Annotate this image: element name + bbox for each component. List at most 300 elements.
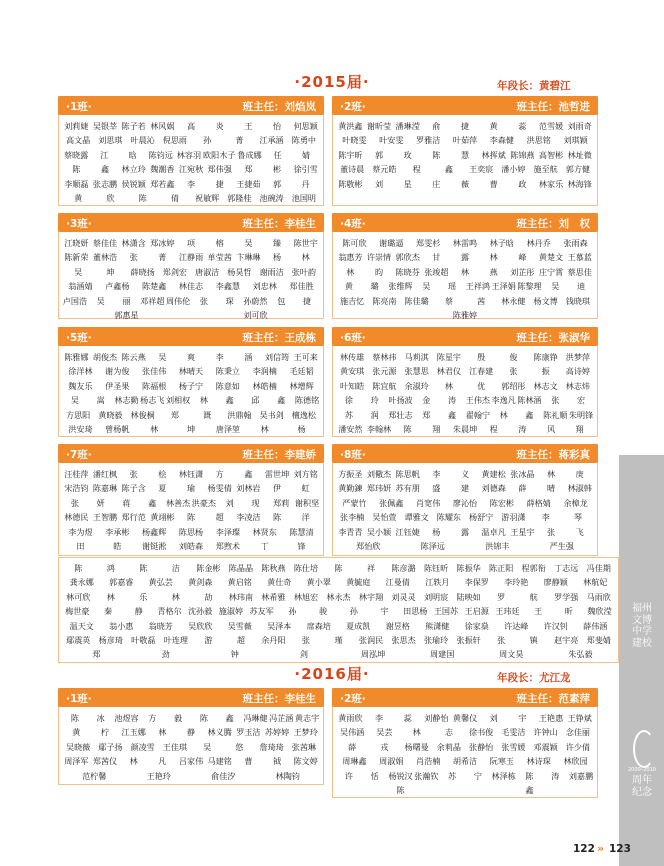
name-row [62, 740, 320, 754]
student-name: 程 [489, 423, 498, 434]
student-name: 婧 [301, 149, 310, 160]
student-name: 恬 [370, 770, 379, 781]
student-name: 蔡晓露 [63, 149, 89, 160]
name-row [336, 525, 594, 539]
student-name: 捷 [215, 178, 224, 189]
student-name: 鑫 [525, 409, 534, 420]
student-name: 吴欣欣 [188, 620, 213, 631]
student-name: 陈宇昕 [338, 149, 363, 160]
student-name: 薛伟涵 [583, 620, 608, 631]
student-name: 苏婷婷 [264, 727, 290, 738]
class-label: ·6班· [340, 332, 366, 344]
student-name: 吴书剑 [259, 409, 284, 420]
student-name: 薛晓扬 [130, 266, 155, 277]
student-name: 瑜 [186, 483, 196, 494]
student-name: 王星宇 [510, 526, 535, 537]
student-name: 张佩鑫 [379, 497, 404, 508]
class-label: ·8班· [340, 449, 366, 461]
student-name: 陈德铭 [294, 395, 320, 406]
student-name: 陈世宇 [293, 238, 318, 248]
student-name: 林永杰 [326, 591, 351, 602]
student-name: 魏欣滢 [587, 606, 612, 617]
student-name: 王艳惠 [538, 713, 564, 723]
student-name: 池碗涛 [259, 192, 284, 203]
student-name: 静 [186, 727, 196, 738]
student-name: 林德民 [64, 512, 89, 523]
student-name: 陈钰昕 [423, 563, 449, 573]
student-name: 廖静颖 [543, 577, 568, 588]
student-name: 刘莉婕 [64, 121, 89, 131]
student-name: 王启源 [464, 606, 489, 617]
student-name: 王梦玲 [293, 727, 318, 738]
student-name: 李 [215, 352, 224, 362]
student-name: 陈泽远 [420, 540, 445, 551]
student-name: 詹琦琦 [259, 741, 284, 752]
student-name: 张维辉 [388, 281, 413, 292]
name-row [62, 510, 320, 524]
student-name: 峰 [518, 252, 527, 263]
student-name: 伊圣果 [105, 380, 130, 391]
student-name: 游 [204, 634, 213, 645]
student-name: 洪思铭 [526, 135, 551, 146]
student-name: 李泽璨 [215, 526, 241, 537]
student-name: 陈晓芬 [395, 266, 420, 277]
student-name: 吴雪薇 [227, 620, 252, 631]
student-name: 骏 [319, 606, 328, 617]
class-teacher: 班主任：范素萍 [516, 693, 590, 705]
student-name: 林家乐 [538, 178, 564, 189]
student-name: 劲 [161, 649, 170, 660]
name-row [336, 539, 594, 553]
student-name: 林 [412, 727, 421, 738]
student-name: 罗玉洁 [236, 727, 261, 738]
name-row [62, 133, 320, 147]
student-name: 林永健 [501, 295, 526, 306]
student-name: 吴泽本 [267, 620, 292, 631]
student-name: 晴 [546, 483, 556, 494]
student-name: 郑 [170, 409, 179, 420]
name-row [62, 294, 320, 308]
student-name: 杨曙曼 [404, 741, 429, 752]
student-name: 林晴天 [178, 366, 204, 377]
student-name: 肖宽伟 [416, 497, 441, 508]
student-name: 陈云燕 [121, 352, 146, 362]
student-name: 冰 [96, 713, 105, 723]
student-name: 林陶钧 [275, 770, 300, 781]
student-name: 陈意如 [215, 380, 241, 391]
student-name: 宏 [577, 395, 586, 406]
name-row [62, 250, 320, 264]
year-title-2016: ·2016届· [294, 665, 370, 683]
student-name: 王捷茹 [236, 178, 261, 189]
student-name: 施至航 [533, 164, 558, 175]
student-name: 严生强 [549, 540, 574, 551]
student-name: 蔡 [444, 295, 453, 306]
student-name: 涛 [518, 423, 527, 434]
student-name: 陈耀东 [436, 512, 462, 523]
student-name: 宋浩钧 [64, 483, 89, 494]
class-label: ·3班· [66, 218, 92, 230]
student-name: 周文昊 [499, 649, 524, 660]
sidebar-school: 福州文博中学建校 [632, 603, 652, 649]
name-row [62, 191, 320, 205]
student-name: 郑 [244, 164, 253, 175]
class-header [332, 96, 598, 115]
student-name: 杨文博 [533, 295, 558, 306]
name-row [62, 711, 320, 725]
student-name: 倪思雨 [162, 135, 188, 146]
student-name: 戎 [380, 741, 389, 752]
name-row [336, 711, 594, 725]
student-name: 杨彦琦 [98, 634, 123, 645]
student-name: 丁志远 [554, 563, 579, 573]
student-name: 方 [215, 469, 224, 479]
student-name: 菁 [158, 252, 167, 263]
student-name: 宇 [380, 606, 389, 617]
name-row [336, 379, 594, 393]
page-number-right: 123 [609, 843, 631, 855]
name-row [62, 496, 320, 510]
student-name: 黄 [344, 281, 353, 292]
student-name: 郑 [422, 409, 431, 420]
student-name: 刘芷彤 [510, 266, 535, 277]
name-row [62, 364, 320, 378]
student-name: 夏 [158, 483, 167, 494]
student-name: 林佳志 [178, 281, 204, 292]
student-name: 殷 [477, 352, 486, 362]
student-name: 张志鹏 [92, 178, 118, 189]
student-name: 侯锐颖 [121, 178, 146, 189]
student-name: 王铮斌 [567, 713, 592, 723]
name-row [62, 604, 615, 618]
student-name: 丽 [122, 295, 131, 306]
student-name: 刘方铭 [293, 469, 318, 479]
student-name: 谢昱格 [385, 620, 410, 631]
student-name: 鲁成娜 [237, 149, 262, 160]
student-name: 胡俊杰 [92, 352, 118, 362]
student-name: 林风娲 [150, 121, 175, 131]
student-name: 涛 [448, 395, 457, 406]
student-name: 陈康铮 [533, 352, 558, 362]
student-name: 吴芸 [376, 727, 393, 738]
student-name: 郑莉 [273, 497, 290, 508]
student-name: 鑫 [244, 469, 253, 479]
student-name: 琴 [573, 512, 582, 523]
student-name: 丁 [260, 540, 269, 551]
name-row [336, 294, 594, 308]
student-name: 孙蔚然 [243, 295, 268, 306]
student-name: 刘忠林 [252, 281, 277, 292]
student-name: 项 [186, 238, 196, 248]
student-name: 超 [215, 512, 224, 523]
student-name: 张瑜玲 [423, 634, 449, 645]
student-name: 郑 [92, 649, 101, 660]
student-name: 林 [171, 591, 180, 602]
name-row [336, 250, 594, 264]
name-row [62, 575, 615, 589]
student-name: 陈黎理 [517, 281, 542, 292]
class-name-list [62, 236, 320, 322]
student-name: 吴 [422, 281, 431, 292]
student-name: 钟 [230, 649, 239, 660]
student-name: 鄢子扬 [98, 741, 123, 752]
student-name: 李森健 [489, 135, 515, 146]
student-name: 邓震颖 [533, 741, 558, 752]
student-name: 黄勤鍊 [338, 483, 363, 494]
student-name: 露 [460, 252, 470, 263]
student-name: 陈 [72, 164, 81, 175]
student-name: 劼 [204, 591, 213, 602]
name-row [62, 769, 320, 783]
student-name: 钱晓琪 [565, 295, 591, 306]
student-name: 廖沁怡 [452, 497, 478, 508]
class-teacher: 班主任：张淑华 [516, 332, 590, 344]
student-name: 谢昕莹 [366, 121, 392, 131]
unassigned-name-list [58, 557, 619, 663]
student-name: 鑫 [225, 713, 234, 723]
student-name: 陈彦潞 [391, 563, 416, 573]
name-row [336, 510, 594, 524]
student-name: 涛 [551, 770, 560, 781]
student-name: 陈星宇 [436, 352, 462, 362]
student-name: 肖浩楠 [416, 756, 441, 767]
student-name: 张竣超 [424, 266, 449, 277]
student-name: 林 [158, 727, 167, 738]
student-name: 杨 [432, 526, 441, 537]
student-name: 邓祥超 [140, 295, 165, 306]
student-name: 林 [346, 266, 355, 277]
student-name: 瑶 [448, 281, 457, 292]
student-name: 陈 [186, 512, 196, 523]
student-name: 陈金彬 [196, 563, 221, 573]
student-name: 林 [150, 423, 159, 434]
student-name: 风 [546, 423, 556, 434]
student-name: 洪豪杰 [191, 497, 217, 508]
page-separator-icon: » [597, 842, 605, 855]
student-name: 志 [444, 727, 453, 738]
student-name: 吴晓薇 [65, 741, 91, 752]
student-name: 郑茜仪 [92, 756, 118, 767]
class-label: ·7班· [66, 449, 92, 461]
student-name: 乐 [139, 591, 148, 602]
student-name: 陈雅婷 [452, 309, 478, 320]
student-name: 林立玲 [121, 164, 146, 175]
student-name: 张 [70, 497, 79, 508]
student-name: 翔 [575, 423, 584, 434]
student-name: 张元源 [372, 366, 397, 377]
student-name: 妍 [96, 497, 105, 508]
student-name: 程郭衔 [521, 563, 546, 573]
student-name: 徐 [344, 395, 353, 406]
student-name: 翁惠芳 [338, 252, 363, 263]
student-name: 臻 [272, 238, 282, 248]
student-name: 鸿 [106, 563, 115, 573]
student-name: 陈仕培 [293, 563, 319, 573]
student-name: 陈 [74, 563, 83, 573]
student-name: 王祥鸿 [465, 281, 491, 292]
student-name: 胡希洁 [452, 756, 478, 767]
student-name: 青格尔 [157, 606, 182, 617]
student-name: 鑫 [148, 497, 157, 508]
class-card [332, 96, 598, 206]
student-name: 蔡佳佳 [92, 238, 118, 248]
student-name: 翟翰宁 [465, 409, 491, 420]
student-name: 池煜容 [114, 713, 139, 723]
class-card [58, 327, 324, 437]
class-label: ·2班· [340, 101, 366, 113]
name-row [62, 393, 320, 407]
student-name: 陈 [403, 423, 412, 434]
student-name: 宁 [473, 770, 482, 781]
student-name: 张 [199, 295, 208, 306]
student-name: 陈勇中 [291, 135, 317, 146]
student-name: 祝敏辉 [194, 192, 220, 203]
student-name: 张润民 [358, 634, 384, 645]
student-name: 陈子含 [121, 483, 146, 494]
student-name: 俞 [432, 121, 441, 131]
student-name: 林泽栋 [491, 770, 516, 781]
student-name: 蔡林祎 [372, 352, 397, 362]
student-name: 晗 [128, 149, 137, 160]
student-name: 伊 [272, 483, 282, 494]
student-name: 王智鹏 [92, 512, 118, 523]
class-header [332, 444, 598, 463]
student-name: 周淑娟 [379, 756, 404, 767]
name-row [62, 162, 320, 176]
class-teacher: 班主任：刘 权 [516, 218, 590, 230]
student-name: 潘安然 [338, 423, 363, 434]
student-name: 鑫 [448, 409, 457, 420]
student-name: 施淑婷 [218, 606, 244, 617]
student-name: 林址微 [567, 149, 592, 160]
student-name: 江曼倩 [385, 577, 410, 588]
student-name: 薛 [518, 483, 527, 494]
student-name: 魏潮香 [150, 164, 175, 175]
name-row [62, 647, 615, 661]
student-name: 王伟杰 [465, 395, 491, 406]
student-name: 郭方健 [565, 164, 591, 175]
student-name: 念佳丽 [565, 727, 591, 738]
name-row [336, 119, 594, 133]
student-name: 郑行范 [121, 512, 146, 523]
class-card [58, 96, 324, 206]
student-name: 张 [301, 634, 311, 645]
student-name: 彬 [272, 164, 282, 175]
student-name: 涵 [244, 352, 253, 362]
student-name: 唐淑洁 [194, 266, 220, 277]
student-name: 黄馨仪 [452, 713, 478, 723]
student-name: 丹 [301, 178, 310, 189]
anniversary-logo-icon [633, 730, 655, 768]
student-name: 吴银莘 [92, 121, 118, 131]
name-row [62, 619, 615, 633]
student-name: 陈福根 [142, 380, 167, 391]
student-name: 龚永娜 [69, 577, 94, 588]
student-name: 许 [344, 770, 353, 781]
class-teacher: 班主任：王成栋 [242, 332, 316, 344]
student-name: 张雪媛 [501, 741, 526, 752]
student-name: 颜凌雪 [130, 741, 155, 752]
student-name: 溉 [203, 409, 212, 420]
class-name-list [336, 119, 594, 191]
student-name: 郭隆桂 [227, 192, 252, 203]
student-name: 林希雅 [261, 591, 286, 602]
student-name: 张冰晶 [510, 469, 535, 479]
student-name: 捷 [460, 121, 470, 131]
student-name: 潘琳滢 [395, 121, 420, 131]
name-row [62, 539, 320, 553]
name-row [62, 725, 320, 739]
student-name: 叶茹萍 [452, 135, 478, 146]
name-row [62, 177, 320, 191]
name-row [336, 481, 594, 495]
student-name: 捷 [303, 295, 312, 306]
student-name: 凡 [158, 756, 167, 767]
student-name: 洪安琦 [68, 423, 93, 434]
student-name: 王奕宸 [468, 164, 494, 175]
student-name: 林君仪 [436, 366, 462, 377]
student-name: 江晓妍 [64, 238, 89, 248]
student-name: 静 [134, 606, 143, 617]
student-name: 温卓凡 [481, 526, 506, 537]
student-name: 张 [497, 634, 506, 645]
student-name: 林 [199, 395, 208, 406]
student-name: 鑫 [277, 395, 286, 406]
student-name: 薇 [460, 178, 470, 189]
student-name: 黄安琪 [339, 366, 365, 377]
student-name: 陈 [138, 192, 147, 203]
student-name: 陈 [525, 770, 534, 781]
student-name: 现 [251, 497, 260, 508]
student-name: 林 [489, 252, 498, 263]
student-name: 苏 [448, 770, 457, 781]
student-name: 朱弘毅 [568, 649, 593, 660]
student-name: 江玉娜 [121, 727, 146, 738]
student-name: 林玮南 [228, 591, 254, 602]
student-name: 陈振华 [456, 563, 481, 573]
student-name: 叶扬波 [388, 395, 413, 406]
class-header [58, 444, 324, 463]
student-name: 黄建松 [481, 469, 506, 479]
student-name: 夏成凯 [346, 620, 371, 631]
student-name: 陈秋燕 [261, 563, 286, 573]
student-name: 洋 [301, 512, 310, 523]
student-name: 林可欣 [66, 591, 91, 602]
student-name: 林旭宏 [293, 591, 319, 602]
student-name: 徐家燊 [464, 620, 489, 631]
student-name: 江宛秋 [178, 164, 204, 175]
student-name: 任 [273, 149, 282, 160]
student-name: 李 [541, 512, 550, 523]
student-name: 张李楠 [339, 512, 365, 523]
extra-name-list [62, 561, 615, 662]
student-name: 余丹阳 [261, 634, 286, 645]
student-name: 高智彬 [538, 149, 564, 160]
student-name: 盛 [432, 483, 441, 494]
student-name: 温天文 [69, 620, 94, 631]
student-name: 黄 [489, 121, 498, 131]
student-name: 叶晨沁 [130, 135, 155, 146]
student-name: 周泽军 [64, 756, 89, 767]
student-name: 慧 [460, 149, 470, 160]
class-header [332, 213, 598, 232]
student-name: 陈宜航 [372, 380, 397, 391]
student-name: 孙 [203, 135, 212, 146]
student-name: 郭 [272, 178, 282, 189]
student-name: 宇 [518, 713, 527, 723]
student-name: 方振圣 [338, 469, 363, 479]
student-name: 刘林岩 [236, 483, 261, 494]
